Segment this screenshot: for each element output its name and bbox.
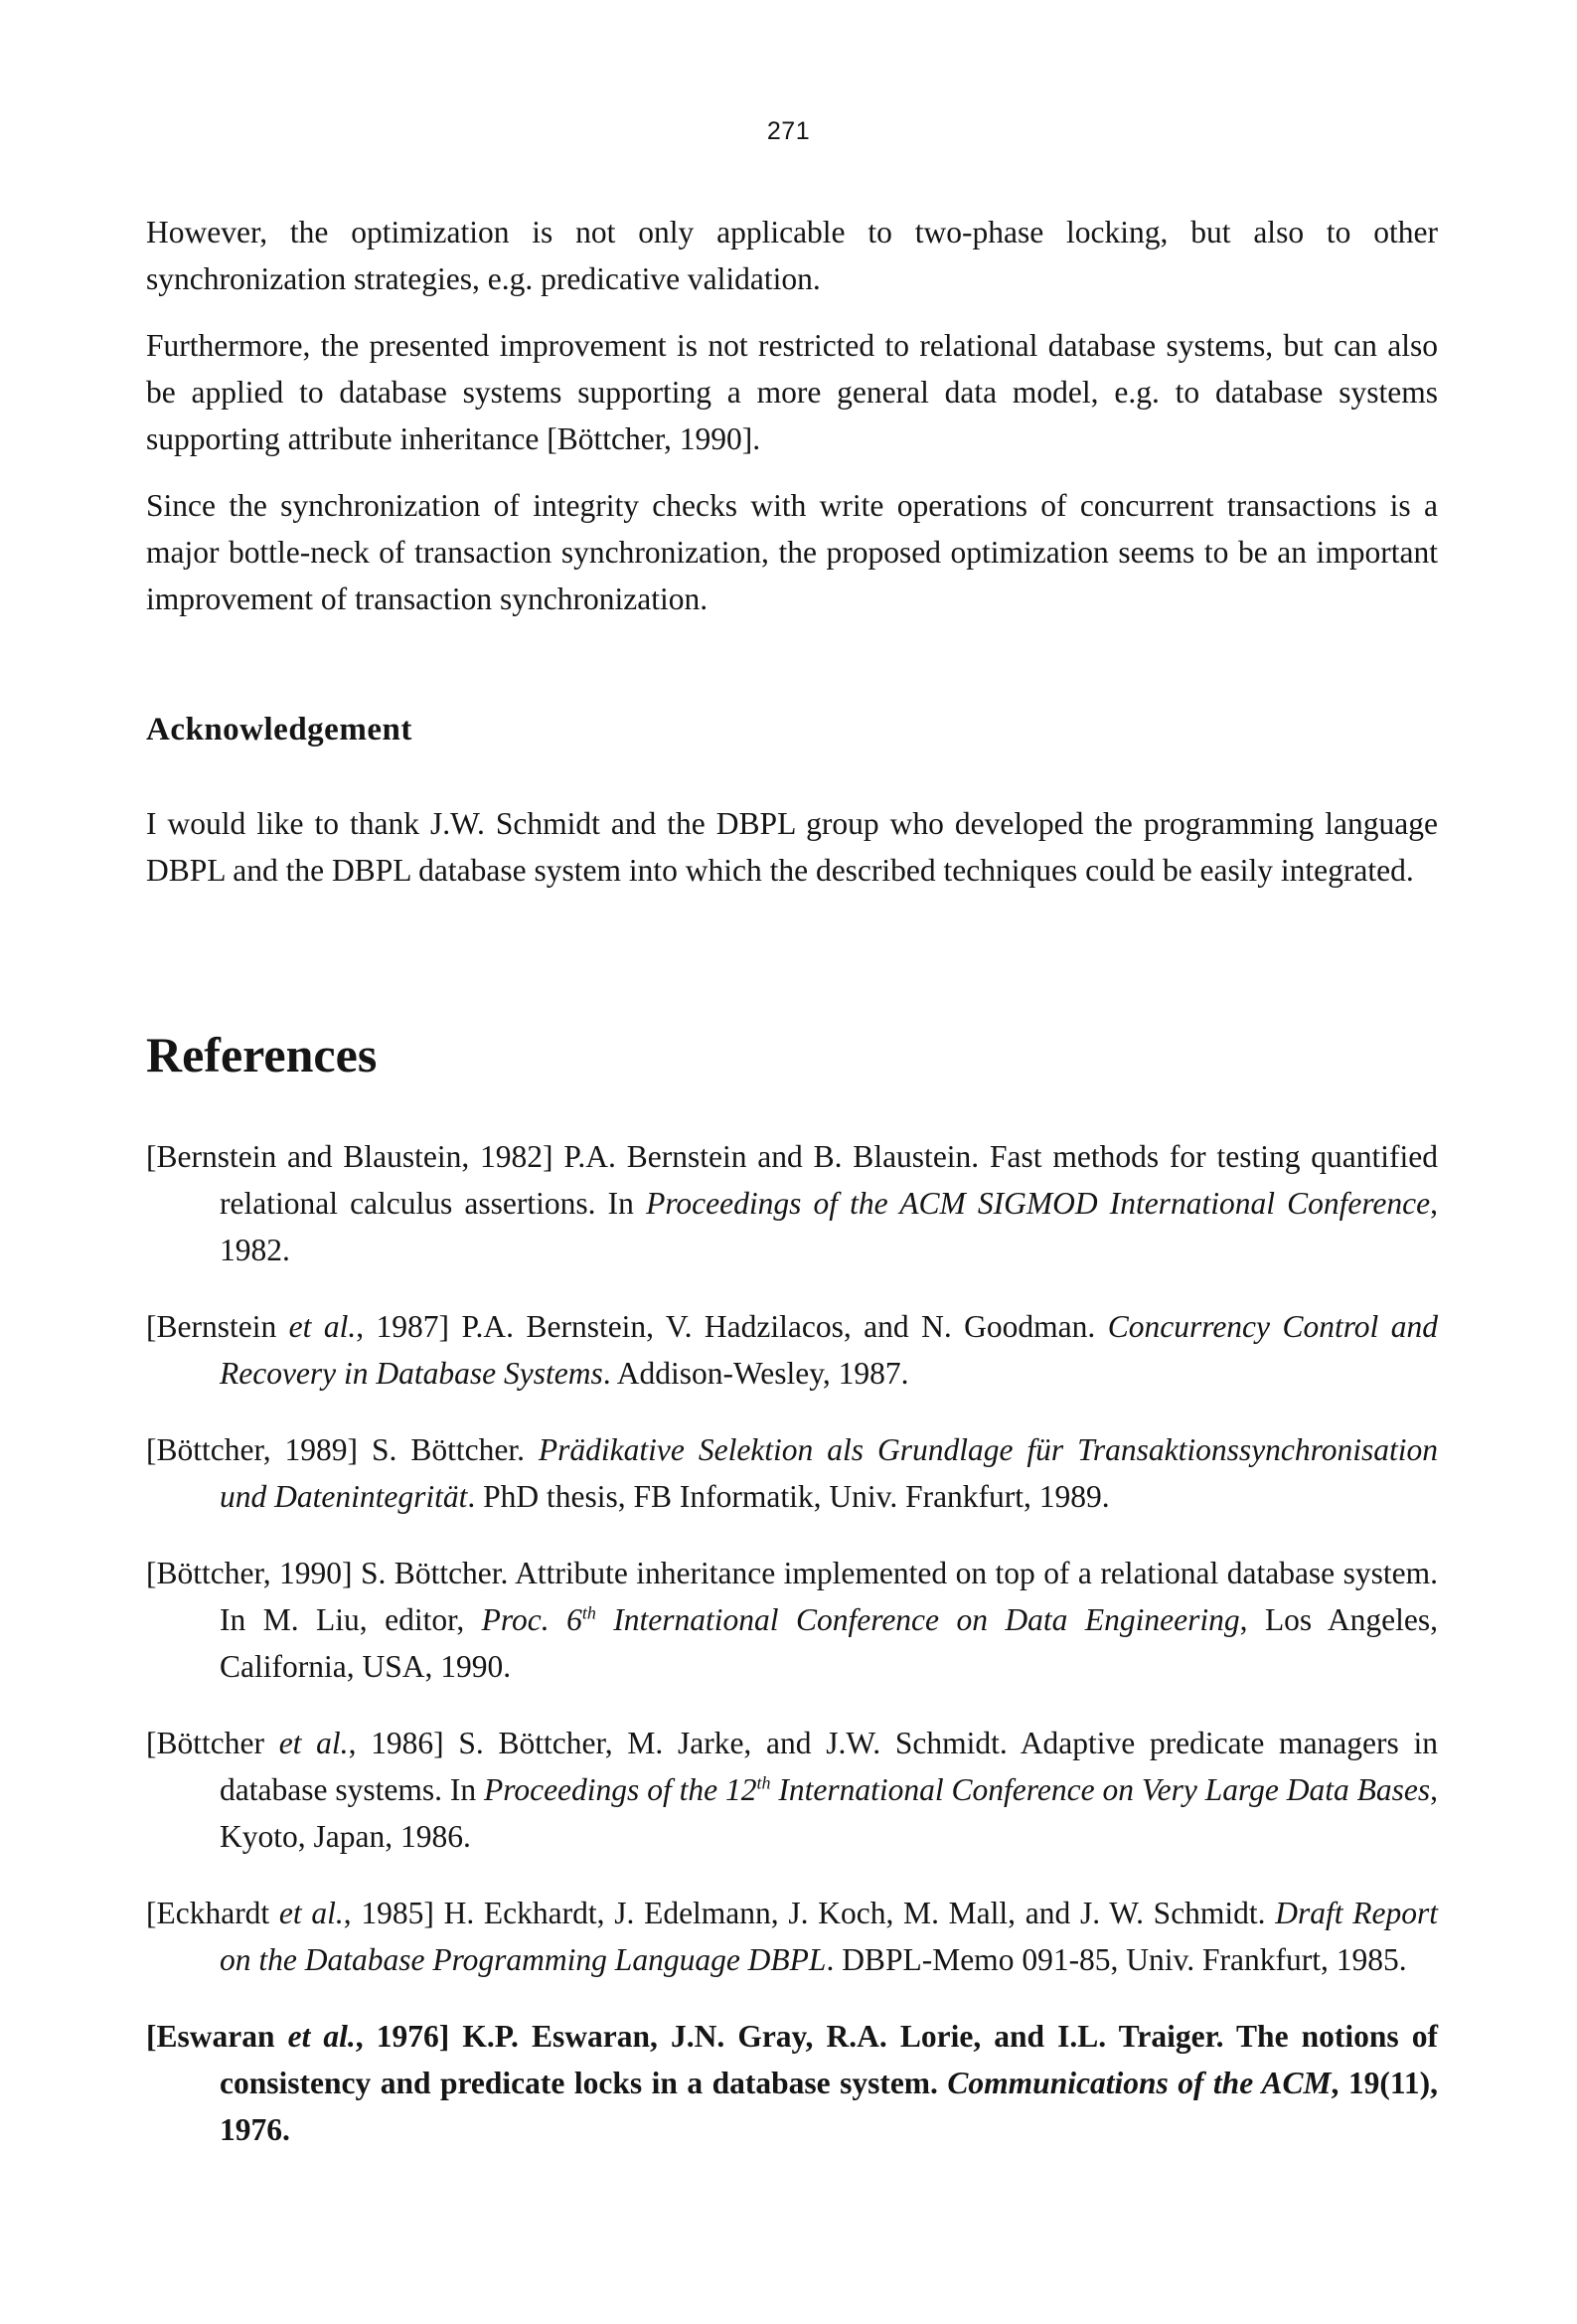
reference-text: P.A. Bernstein, V. Hadzilacos, and N. Goodman. (449, 1309, 1108, 1344)
reference-venue-end: International Conference on Data Engineering (595, 1602, 1240, 1637)
reference-boettcher-1989 (146, 1426, 1438, 1520)
reference-label: [Böttcher, 1990] (146, 1556, 353, 1590)
reference-bernstein-1982 (146, 1133, 1438, 1273)
reference-label: [Böttcher, 1989] (146, 1432, 359, 1467)
reference-venue: Proceedings of the 12 (484, 1772, 757, 1807)
acknowledgement-heading: Acknowledgement (146, 712, 412, 747)
reference-text-end: . PhD thesis, FB Informatik, Univ. Frankfurt, 1989. (467, 1479, 1110, 1514)
reference-text-end: , Los Angeles, California, USA, 1990. (220, 1602, 1439, 1684)
intro-paragraph-2: Furthermore, the presented improvement is not restricted to relational database systems, but can also be applied to database systems supporting a more general data model, e.g. to database systems supporting attribute inheritance [Böttcher, 1990]. (146, 328, 1438, 456)
reference-label: [Bernstein (146, 1309, 289, 1344)
reference-bernstein-1987 (146, 1303, 1438, 1397)
reference-eckhardt-1985 (146, 1890, 1438, 1983)
reference-text-end: , Kyoto, Japan, 1986. (220, 1772, 1438, 1854)
reference-label-end: , 1976] (355, 2019, 450, 2054)
reference-label: [Eckhardt (146, 1896, 279, 1930)
reference-label-etal: et al. (278, 1896, 344, 1930)
reference-text-end: , 1982. (220, 1186, 1438, 1267)
reference-label-etal: et al. (287, 2019, 356, 2054)
reference-label: [Böttcher (146, 1726, 279, 1760)
reference-text: P.A. Bernstein and B. Blaustein. Fast methods for testing quantified relational calculus assertions. In (220, 1139, 1439, 1221)
reference-boettcher-1986 (146, 1720, 1438, 1860)
references-list (146, 1133, 1438, 2183)
intro-paragraph-3: Since the synchronization of integrity checks with write operations of concurrent transactions is a major bottle-neck of transaction synchronization, the proposed optimization seems to be an important improvement of transaction synchronization. (146, 488, 1438, 616)
reference-text-end: , 19(11), 1976. (220, 2066, 1438, 2147)
reference-venue: Concurrency Control and Recovery in Database Systems (220, 1309, 1439, 1391)
intro-section (146, 209, 1438, 622)
reference-venue: Proceedings of the ACM SIGMOD International Conference (646, 1186, 1431, 1221)
reference-venue-end: International Conference on Very Large Data Bases (770, 1772, 1431, 1807)
acknowledgement-text: I would like to thank J.W. Schmidt and the DBPL group who developed the programming language DBPL and the DBPL database system into which the described techniques could be easily integrated. (146, 806, 1438, 888)
reference-label-end: , 1987] (356, 1309, 450, 1344)
reference-text-end: . DBPL-Memo 091-85, Univ. Frankfurt, 1985. (826, 1942, 1407, 1977)
reference-venue: Prädikative Selektion als Grundlage für Transaktionssynchronisation und Datenintegrität (220, 1432, 1439, 1514)
reference-text: S. Böttcher, M. Jarke, and J.W. Schmidt. Adaptive predicate managers in database systems. In (220, 1726, 1438, 1807)
page-number: 271 (766, 117, 811, 145)
acknowledgement-section (146, 800, 1438, 894)
reference-text: S. Böttcher. (358, 1432, 539, 1467)
reference-venue: Proc. 6 (481, 1602, 582, 1637)
reference-text: K.P. Eswaran, J.N. Gray, R.A. Lorie, and I.L. Traiger. The notions of consistency and predicate locks in a database system. (220, 2019, 1438, 2100)
reference-venue: Draft Report on the Database Programming Language DBPL (220, 1896, 1438, 1977)
reference-label-etal: et al. (278, 1726, 349, 1760)
reference-text: H. Eckhardt, J. Edelmann, J. Koch, M. Mall, and J. W. Schmidt. (433, 1896, 1276, 1930)
reference-boettcher-1990 (146, 1550, 1438, 1690)
reference-label: [Bernstein and Blaustein, 1982] (146, 1139, 553, 1174)
reference-label: [Eswaran (146, 2019, 288, 2054)
reference-venue: Communications of the ACM (947, 2066, 1332, 2100)
reference-text-end: . Addison-Wesley, 1987. (602, 1356, 909, 1391)
intro-paragraph-1: However, the optimization is not only applicable to two-phase locking, but also to other synchronization strategies, e.g. predicative validation. (146, 215, 1438, 296)
reference-label-end: , 1986] (348, 1726, 444, 1760)
reference-label-end: , 1985] (343, 1896, 434, 1930)
reference-label-etal: et al. (288, 1309, 357, 1344)
reference-eswaran-1976 (146, 2013, 1438, 2153)
reference-text: S. Böttcher. Attribute inheritance implemented on top of a relational database system. In M. Liu, editor, (220, 1556, 1438, 1637)
reference-venue-superscript: th (756, 1772, 771, 1793)
references-heading: References (146, 1027, 378, 1082)
reference-venue-superscript: th (581, 1602, 596, 1623)
